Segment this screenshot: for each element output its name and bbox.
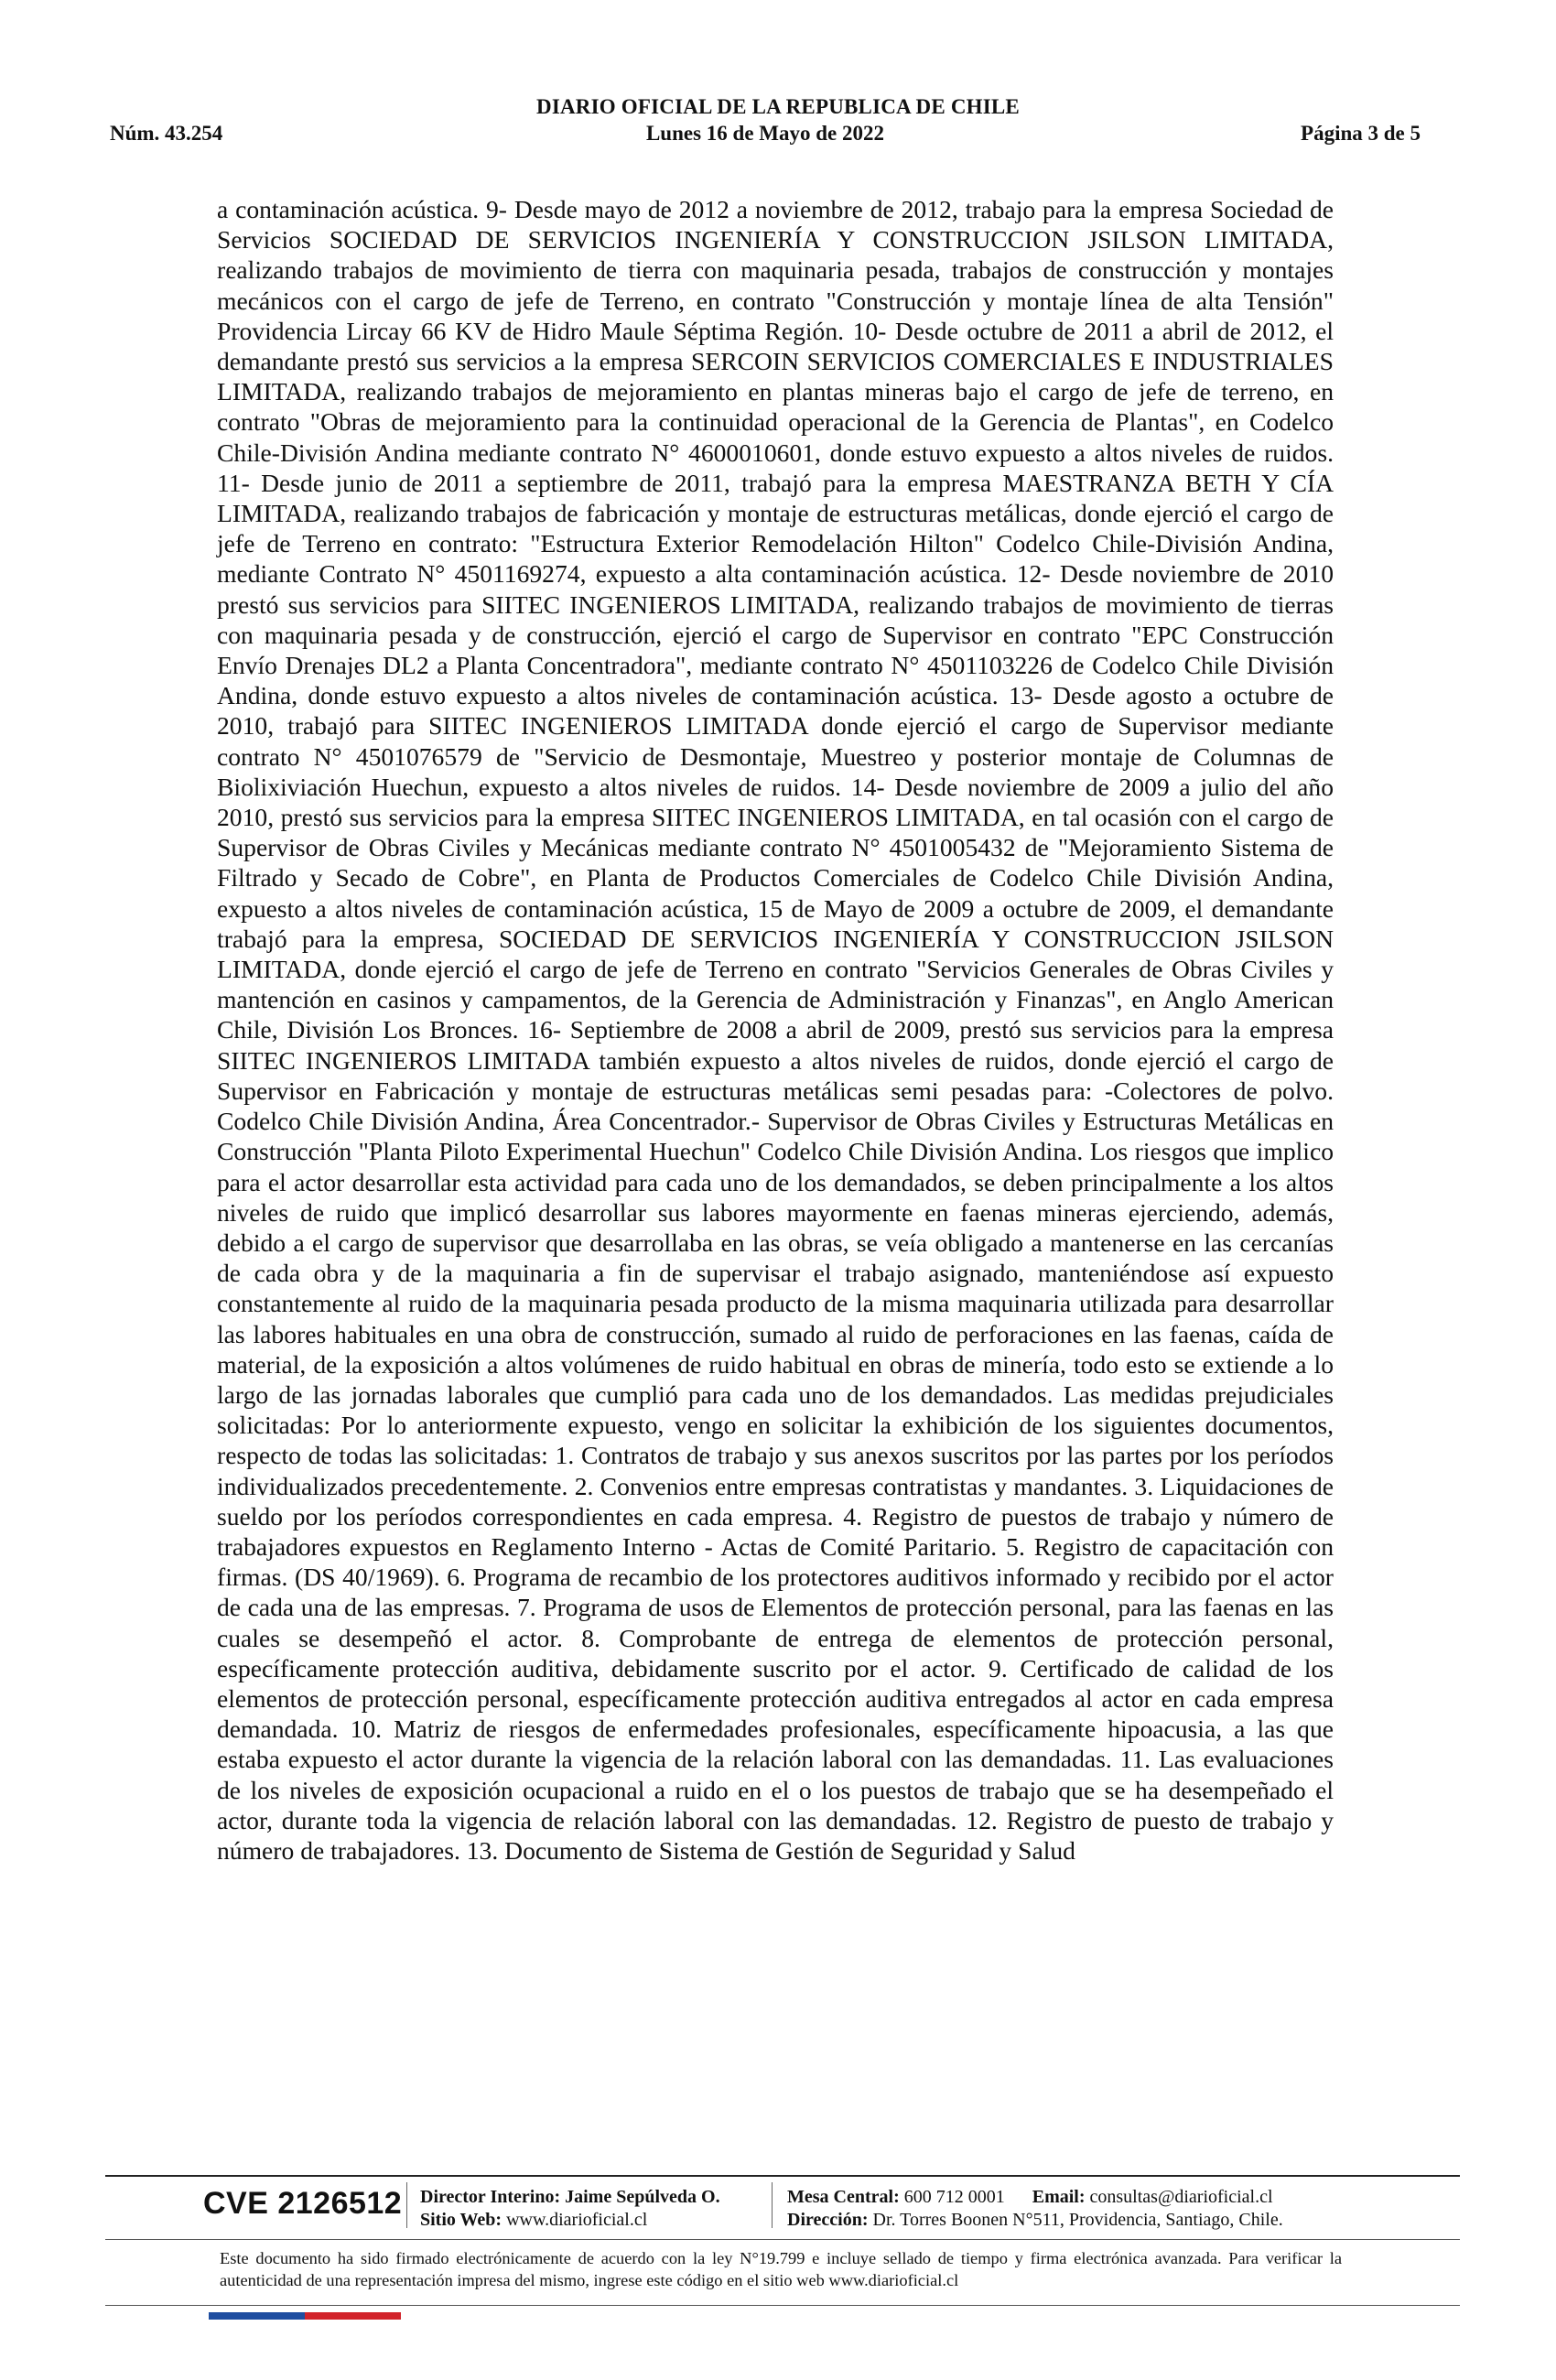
address-label: Dirección: xyxy=(787,2210,869,2230)
page-indicator: Página 3 de 5 xyxy=(1301,122,1421,145)
footer-divider-bottom xyxy=(105,2305,1460,2306)
email-label: Email: xyxy=(1032,2187,1086,2207)
legal-notice: Este documento ha sido firmado electrónicamente de acuerdo con la ley N°19.799 e incluye sellado de tiempo y firma electrónica avanzada. Para verificar la autenticidad de una representación impresa del mismo, ingrese este código en el sitio web www.diarioficial.cl xyxy=(220,2249,1342,2289)
address-value: Dr. Torres Boonen N°511, Providencia, Santiago, Chile. xyxy=(872,2210,1283,2230)
contact-line xyxy=(787,2186,1283,2209)
phone-number: 600 712 0001 xyxy=(903,2187,1005,2207)
flag-red-segment xyxy=(305,2312,401,2320)
issue-number: Núm. 43.254 xyxy=(110,122,223,145)
issue-date: Lunes 16 de Mayo de 2022 xyxy=(645,122,885,145)
footer-divider-top xyxy=(105,2175,1460,2177)
director-name: Jaime Sepúlveda O. xyxy=(565,2187,720,2207)
footer-separator xyxy=(772,2182,773,2228)
address-line xyxy=(787,2209,1283,2232)
footer-director-block xyxy=(420,2186,720,2232)
footer-contact-block xyxy=(787,2186,1283,2232)
flag-stripe xyxy=(209,2312,401,2320)
flag-blue-segment xyxy=(209,2312,305,2320)
website-label: Sitio Web: xyxy=(420,2210,502,2230)
footer-divider-middle xyxy=(105,2239,1460,2240)
footer-separator xyxy=(406,2182,407,2228)
website-line xyxy=(420,2209,720,2232)
email-link[interactable]: consultas@diarioficial.cl xyxy=(1089,2187,1273,2207)
header-meta-row xyxy=(110,122,1421,149)
document-body: a contaminación acústica. 9- Desde mayo de 2012 a noviembre de 2012, trabajo para la empresa Sociedad de Servicios SOCIEDAD DE SERVICIOS INGENIERÍA Y CONSTRUCCION JSILSON LIMITADA, realizando trabajos de movimiento de tierra con maquinaria pesada, trabajos de construcción y montajes mecánicos con el cargo de jefe de Terreno, en contrato "Construcción y montaje línea de alta Tensión" Providencia Lircay 66 KV de Hidro Maule Séptima Región. 10- Desde octubre de 2011 a abril de 2012, el demandante prestó sus servicios a la empresa SERCOIN SERVICIOS COMERCIALES E INDUSTRIALES LIMITADA, realizando trabajos de mejoramiento en plantas mineras bajo el cargo de jefe de terreno, en contrato "Obras de mejoramiento para la continuidad operacional de la Gerencia de Plantas", en Codelco Chile-División Andina mediante contrato N° 4600010601, donde estuvo expuesto a altos niveles de ruidos. 11- Desde junio de 2011 a septiembre de 2011, trabajó para la empresa MAESTRANZA BETH Y CÍA LIMITADA, realizando trabajos de fabricación y montaje de estructuras metálicas, donde ejerció el cargo de jefe de Terreno en contrato: "Estructura Exterior Remodelación Hilton" Codelco Chile-División Andina, mediante Contrato N° 4501169274, expuesto a alta contaminación acústica. 12- Desde noviembre de 2010 prestó sus servicios para SIITEC INGENIEROS LIMITADA, realizando trabajos de movimiento de tierras con maquinaria pesada y de construcción, ejerció el cargo de Supervisor en contrato "EPC Construcción Envío Drenajes DL2 a Planta Concentradora", mediante contrato N° 4501103226 de Codelco Chile División Andina, donde estuvo expuesto a altos niveles de contaminación acústica. 13- Desde agosto a octubre de 2010, trabajó para SIITEC INGENIEROS LIMITADA donde ejerció el cargo de Supervisor mediante contrato N° 4501076579 de "Servicio de Desmontaje, Muestreo y posterior montaje de Columnas de Biolixiviación Huechun, expuesto a altos niveles de ruidos. 14- Desde noviembre de 2009 a julio del año 2010, prestó sus servicios para la empresa SIITEC INGENIEROS LIMITADA, en tal ocasión con el cargo de Supervisor de Obras Civiles y Mecánicas mediante contrato N° 4501005432 de "Mejoramiento Sistema de Filtrado y Secado de Cobre", en Planta de Productos Comerciales de Codelco Chile División Andina, expuesto a altos niveles de contaminación acústica, 15 de Mayo de 2009 a octubre de 2009, el demandante trabajó para la empresa, SOCIEDAD DE SERVICIOS INGENIERÍA Y CONSTRUCCION JSILSON LIMITADA, donde ejerció el cargo de jefe de Terreno en contrato "Servicios Generales de Obras Civiles y mantención en casinos y campamentos, de la Gerencia de Administración y Finanzas", en Anglo American Chile, División Los Bronces. 16- Septiembre de 2008 a abril de 2009, prestó sus servicios para la empresa SIITEC INGENIEROS LIMITADA también expuesto a altos niveles de ruidos, donde ejerció el cargo de Supervisor en Fabricación y montaje de estructuras metálicas semi pesadas para: -Colectores de polvo. Codelco Chile División Andina, Área Concentrador.- Supervisor de Obras Civiles y Estructuras Metálicas en Construcción "Planta Piloto Experimental Huechun" Codelco Chile División Andina. Los riesgos que implico para el actor desarrollar esta actividad para cada uno de los demandados, se deben principalmente a los altos niveles de ruido que implicó desarrollar sus labores mayormente en faenas mineras ejerciendo, además, debido a el cargo de supervisor que desarrollaba en las obras, se veía obligado a mantenerse en las cercanías de cada obra y de la maquinaria a fin de supervisar el trabajo asignado, manteniéndose así expuesto constantemente al ruido de la maquinaria pesada producto de la misma maquinaria utilizada para desarrollar las labores habituales en una obra de construcción, sumado al ruido de perforaciones en las faenas, caída de material, de la exposición a altos volúmenes de ruido habitual en obras de minería, todo esto se extiende a lo largo de las jornadas laborales que cumplió para cada uno de los demandados. Las medidas prejudiciales solicitadas: Por lo anteriormente expuesto, vengo en solicitar la exhibición de los siguientes documentos, respecto de todas las solicitadas: 1. Contratos de trabajo y sus anexos suscritos por las partes por los períodos individualizados precedentemente. 2. Convenios entre empresas contratistas y mandantes. 3. Liquidaciones de sueldo por los períodos correspondientes en cada empresa. 4. Registro de puestos de trabajo y número de trabajadores expuestos en Reglamento Interno - Actas de Comité Paritario. 5. Registro de capacitación con firmas. (DS 40/1969). 6. Programa de recambio de los protectores auditivos informado y recibido por el actor de cada una de las empresas. 7. Programa de usos de Elementos de protección personal, para las faenas en las cuales se desempeñó el actor. 8. Comprobante de entrega de elementos de protección personal, específicamente protección auditiva, debidamente suscrito por el actor. 9. Certificado de calidad de los elementos de protección personal, específicamente protección auditiva entregados al actor en cada empresa demandada. 10. Matriz de riesgos de enfermedades profesionales, específicamente hipoacusia, a las que estaba expuesto el actor durante la vigencia de la relación laboral con las demandadas. 11. Las evaluaciones de los niveles de exposición ocupacional a ruido en el o los puestos de trabajo que se ha desempeñado el actor, durante toda la vigencia de relación laboral con las demandadas. 12. Registro de puesto de trabajo y número de trabajadores. 13. Documento de Sistema de Gestión de Seguridad y Salud xyxy=(217,195,1334,1865)
cve-code: CVE 2126512 xyxy=(203,2186,403,2221)
newspaper-title: DIARIO OFICIAL DE LA REPUBLICA DE CHILE xyxy=(536,95,1020,118)
website-link[interactable]: www.diarioficial.cl xyxy=(506,2210,648,2230)
director-line xyxy=(420,2186,720,2209)
phone-label: Mesa Central: xyxy=(787,2187,900,2207)
director-label: Director Interino: xyxy=(420,2187,561,2207)
